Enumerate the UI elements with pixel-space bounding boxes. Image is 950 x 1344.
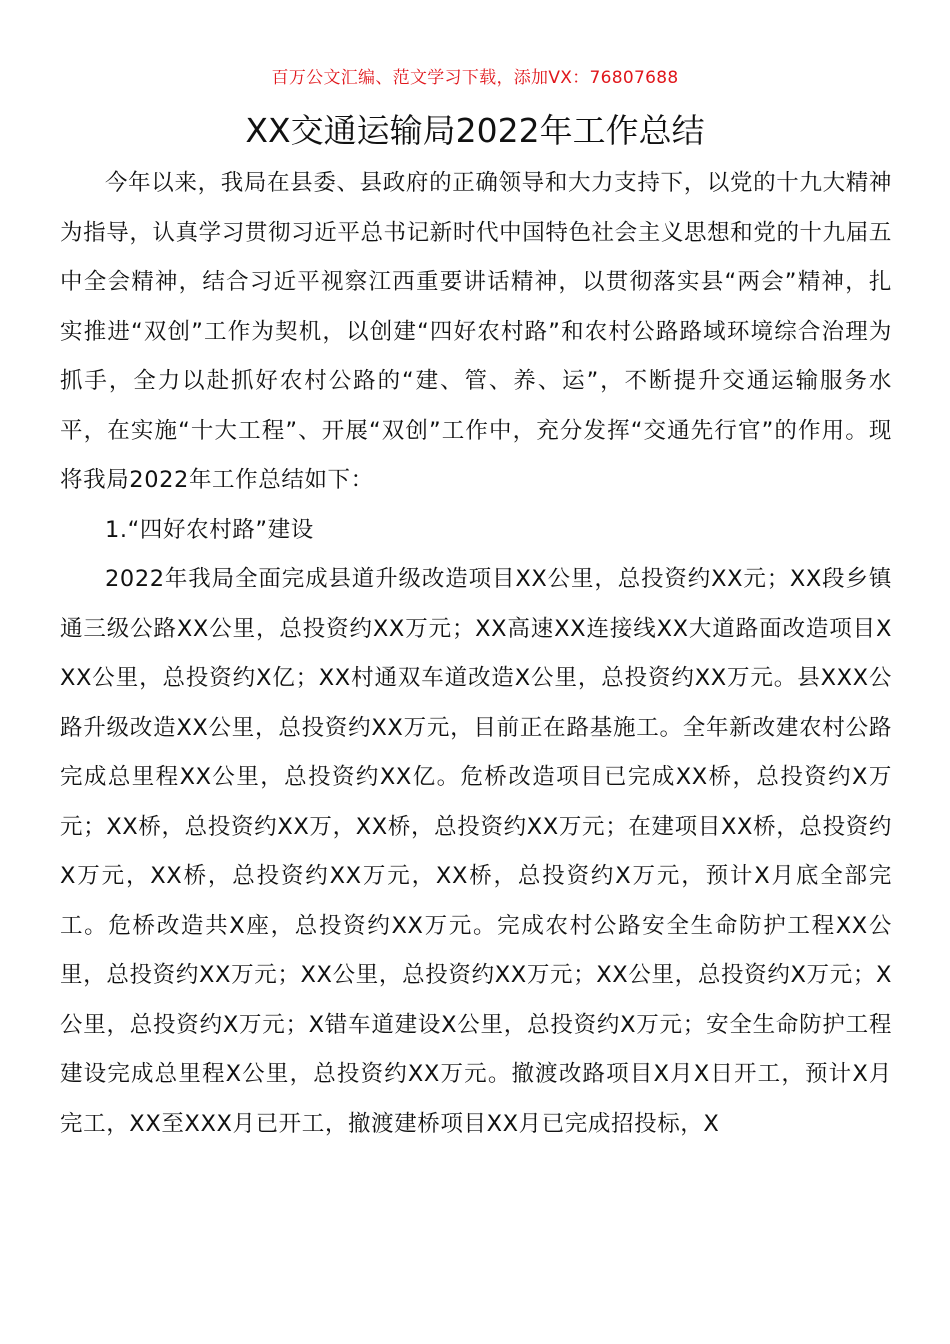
section-paragraph-1: 2022年我局全面完成县道升级改造项目XX公里，总投资约XX元；XX段乡镇通三级公路XX公里，总投资约XX万元；XX高速XX连接线XX大道路面改造项目XXX公里，总投资约X亿；XX村通双车道改造X公里，总投资约XX万元。县XXX公路升级改造XX公里，总投资约XX万元，目前正在路基施工。全年新改建农村公路完成总里程XX公里，总投资约XX亿。危桥改造项目已完成XX桥，总投资约X万元；XX桥，总投资约XX万，XX桥，总投资约XX万元；在建项目XX桥，总投资约X万元，XX桥，总投资约XX万元，XX桥，总投资约X万元，预计X月底全部完工。危桥改造共X座，总投资约XX万元。完成农村公路安全生命防护工程XX公里，总投资约XX万元；XX公里，总投资约XX万元；XX公里，总投资约X万元；X公里，总投资约X万元；X错车道建设X公里，总投资约X万元；安全生命防护工程建设完成总里程X公里，总投资约XX万元。撤渡改路项目X月X日开工，预计X月完工，XX至XXX月已开工，撤渡建桥项目XX月已完成招投标，X [60, 566, 892, 1137]
section-heading-1: 1.“四好农村路”建设 [105, 516, 314, 543]
document-body [60, 159, 892, 1149]
header-promo-note: 百万公文汇编、范文学习下载，添加VX：76807688 [271, 68, 679, 88]
intro-paragraph: 今年以来，我局在县委、县政府的正确领导和大力支持下，以党的十九大精神为指导，认真学习贯彻习近平总书记新时代中国特色社会主义思想和党的十九届五中全会精神，结合习近平视察江西重要讲话精神，以贯彻落实县“两会”精神，扎实推进“双创”工作为契机，以创建“四好农村路”和农村公路路域环境综合治理为抓手，全力以赴抓好农村公路的“建、管、养、运”，不断提升交通运输服务水平，在实施“十大工程”、开展“双创”工作中，充分发挥“交通先行官”的作用。现将我局2022年工作总结如下： [60, 170, 892, 493]
document-title: XX交通运输局2022年工作总结 [245, 111, 705, 150]
